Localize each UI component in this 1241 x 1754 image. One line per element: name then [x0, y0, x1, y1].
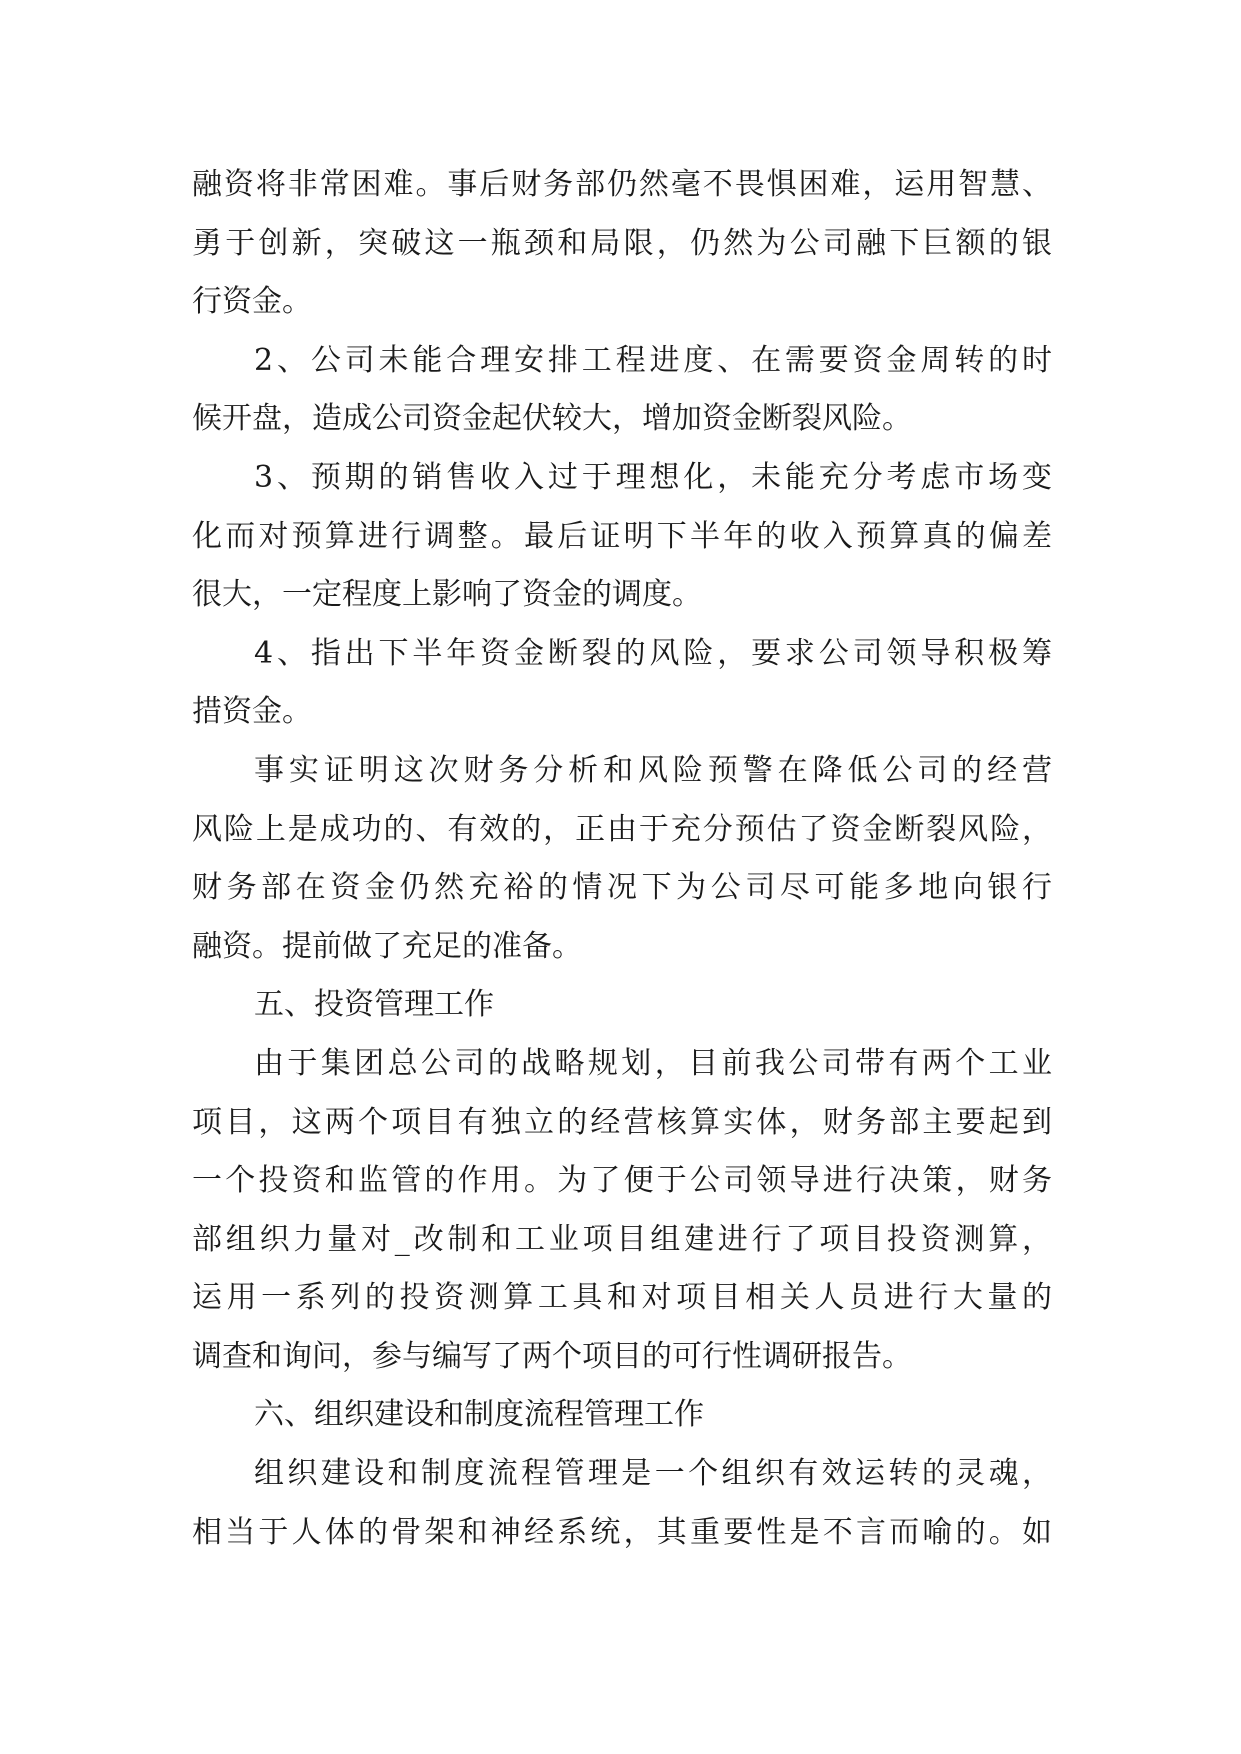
text-line: 化而对预算进行调整。最后证明下半年的收入预算真的偏差: [192, 518, 1052, 554]
text-line: 3、预期的销售收入过于理想化，未能充分考虑市场变: [254, 459, 1052, 495]
text-line: 4、指出下半年资金断裂的风险，要求公司领导积极筹: [254, 635, 1052, 671]
section-heading: [192, 1386, 1052, 1445]
text-line: 调查和询问，参与编写了两个项目的可行性调研报告。: [192, 1338, 912, 1374]
text-line: 相当于人体的骨架和神经系统，其重要性是不言而喻的。如: [192, 1514, 1052, 1550]
text-line: 融资将非常困难。事后财务部仍然毫不畏惧困难，运用智慧、: [192, 167, 1052, 202]
text-line: 候开盘，造成公司资金起伏较大，增加资金断裂风险。: [192, 401, 912, 437]
text-line: 财务部在资金仍然充裕的情况下为公司尽可能多地向银行: [192, 870, 1052, 906]
paragraph: [192, 1445, 1052, 1562]
text-line: 项目，这两个项目有独立的经营核算实体，财务部主要起到: [192, 1104, 1052, 1140]
document-body: [192, 156, 1052, 1562]
text-line: 组织建设和制度流程管理是一个组织有效运转的灵魂，: [254, 1456, 1052, 1492]
paragraph: [192, 1035, 1052, 1387]
text-line: 事实证明这次财务分析和风险预警在降低公司的经营: [254, 752, 1052, 788]
text-line: 勇于创新，突破这一瓶颈和局限，仍然为公司融下巨额的银: [192, 225, 1052, 261]
text-line: 融资。提前做了充足的准备。: [192, 928, 582, 964]
paragraph: [192, 449, 1052, 625]
text-line: 措资金。: [192, 694, 312, 730]
text-line: 风险上是成功的、有效的，正由于充分预估了资金断裂风险，: [192, 811, 1052, 847]
section-heading: [192, 976, 1052, 1035]
text-line: 一个投资和监管的作用。为了便于公司领导进行决策，财务: [192, 1163, 1052, 1199]
paragraph: [192, 625, 1052, 742]
paragraph: [192, 156, 1052, 332]
paragraph: [192, 332, 1052, 449]
text-line: 2、公司未能合理安排工程进度、在需要资金周转的时: [254, 342, 1052, 378]
text-line: 部组织力量对_改制和工业项目组建进行了项目投资测算，: [192, 1221, 1052, 1257]
text-line: 由于集团总公司的战略规划，目前我公司带有两个工业: [254, 1045, 1052, 1081]
text-line: 运用一系列的投资测算工具和对项目相关人员进行大量的: [192, 1280, 1052, 1316]
paragraph: [192, 742, 1052, 976]
heading-text: 五、投资管理工作: [254, 987, 494, 1023]
heading-text: 六、组织建设和制度流程管理工作: [254, 1397, 704, 1433]
text-line: 很大，一定程度上影响了资金的调度。: [192, 577, 702, 613]
text-line: 行资金。: [192, 284, 312, 320]
